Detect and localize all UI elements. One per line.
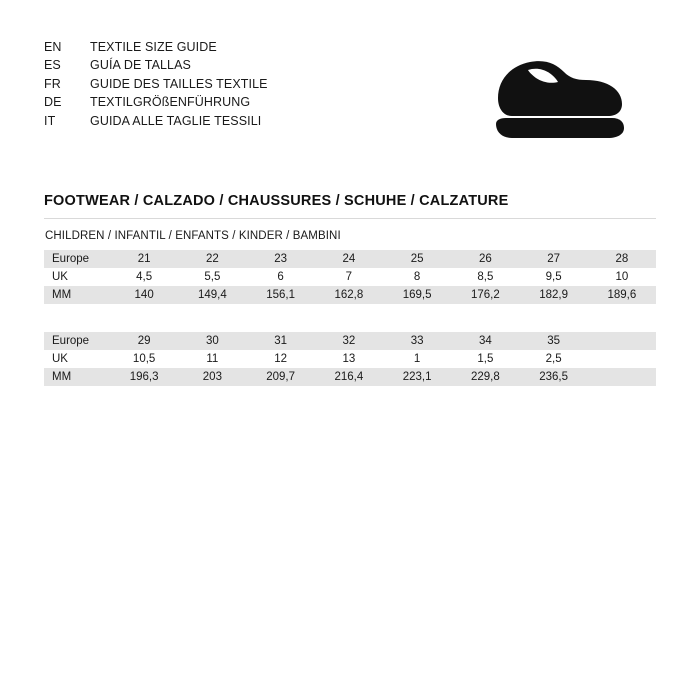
table-cell: 10,5 <box>110 350 178 368</box>
page-title: FOOTWEAR / CALZADO / CHAUSSURES / SCHUHE / CALZATURE <box>44 193 509 209</box>
table-cell: 189,6 <box>588 286 656 304</box>
table-cell: 31 <box>247 332 315 350</box>
table-row <box>44 286 656 304</box>
language-row <box>44 93 268 111</box>
table-cell: 209,7 <box>247 368 315 386</box>
table-cell: 11 <box>178 350 246 368</box>
table-row <box>44 268 656 286</box>
row-label: UK <box>44 350 110 368</box>
language-list <box>44 38 268 130</box>
table-cell: 27 <box>520 250 588 268</box>
table-cell: 236,5 <box>520 368 588 386</box>
table-cell: 10 <box>588 268 656 286</box>
table-row <box>44 332 656 350</box>
language-row <box>44 56 268 74</box>
row-label: UK <box>44 268 110 286</box>
table-cell: 223,1 <box>383 368 451 386</box>
table-cell: 12 <box>247 350 315 368</box>
language-label: GUÍA DE TALLAS <box>90 58 191 73</box>
language-row <box>44 112 268 130</box>
row-label: Europe <box>44 332 110 350</box>
title-divider <box>44 218 656 219</box>
table-cell: 32 <box>315 332 383 350</box>
table-row <box>44 368 656 386</box>
table-cell-empty <box>588 368 656 386</box>
table-cell: 203 <box>178 368 246 386</box>
row-label: MM <box>44 286 110 304</box>
table-cell: 140 <box>110 286 178 304</box>
table-row <box>44 250 656 268</box>
table-cell: 34 <box>451 332 519 350</box>
shoe-icon <box>490 50 630 147</box>
table-cell: 13 <box>315 350 383 368</box>
language-code: FR <box>44 76 61 91</box>
table-spacer <box>44 304 656 324</box>
table-row <box>44 350 656 368</box>
table-cell: 1 <box>383 350 451 368</box>
language-label: TEXTILE SIZE GUIDE <box>90 40 217 54</box>
table-cell-empty <box>588 332 656 350</box>
language-label: TEXTILGRÖßENFÜHRUNG <box>90 95 251 110</box>
row-label: MM <box>44 368 110 386</box>
size-table-children-large <box>44 332 656 386</box>
table-cell: 8,5 <box>451 268 519 286</box>
table-cell: 182,9 <box>520 286 588 304</box>
table-cell: 196,3 <box>110 368 178 386</box>
table-cell: 25 <box>383 250 451 268</box>
table-cell: 176,2 <box>451 286 519 304</box>
table-cell: 149,4 <box>178 286 246 304</box>
table-cell: 29 <box>110 332 178 350</box>
table-cell: 229,8 <box>451 368 519 386</box>
table-cell: 35 <box>520 332 588 350</box>
table-cell: 216,4 <box>315 368 383 386</box>
table-cell: 33 <box>383 332 451 350</box>
table-cell: 162,8 <box>315 286 383 304</box>
table-cell: 30 <box>178 332 246 350</box>
table-cell: 24 <box>315 250 383 268</box>
table-cell: 28 <box>588 250 656 268</box>
size-table-children-small <box>44 250 656 304</box>
row-label: Europe <box>44 250 110 268</box>
header <box>44 38 656 147</box>
table-cell-empty <box>588 350 656 368</box>
table-cell: 1,5 <box>451 350 519 368</box>
language-label: GUIDA ALLE TAGLIE TESSILI <box>90 113 262 128</box>
language-row <box>44 38 268 56</box>
table-cell: 2,5 <box>520 350 588 368</box>
table-cell: 9,5 <box>520 268 588 286</box>
language-code: EN <box>44 40 62 54</box>
language-code: IT <box>44 113 56 128</box>
language-code: ES <box>44 58 61 73</box>
table-cell: 22 <box>178 250 246 268</box>
table-cell: 156,1 <box>247 286 315 304</box>
table-cell: 21 <box>110 250 178 268</box>
language-label: GUIDE DES TAILLES TEXTILE <box>90 76 268 91</box>
group-title: CHILDREN / INFANTIL / ENFANTS / KINDER / BAMBINI <box>45 230 341 242</box>
language-row <box>44 75 268 93</box>
table-cell: 7 <box>315 268 383 286</box>
table-cell: 23 <box>247 250 315 268</box>
table-cell: 26 <box>451 250 519 268</box>
table-cell: 4,5 <box>110 268 178 286</box>
language-code: DE <box>44 95 62 110</box>
table-cell: 8 <box>383 268 451 286</box>
table-cell: 169,5 <box>383 286 451 304</box>
table-cell: 6 <box>247 268 315 286</box>
table-cell: 5,5 <box>178 268 246 286</box>
